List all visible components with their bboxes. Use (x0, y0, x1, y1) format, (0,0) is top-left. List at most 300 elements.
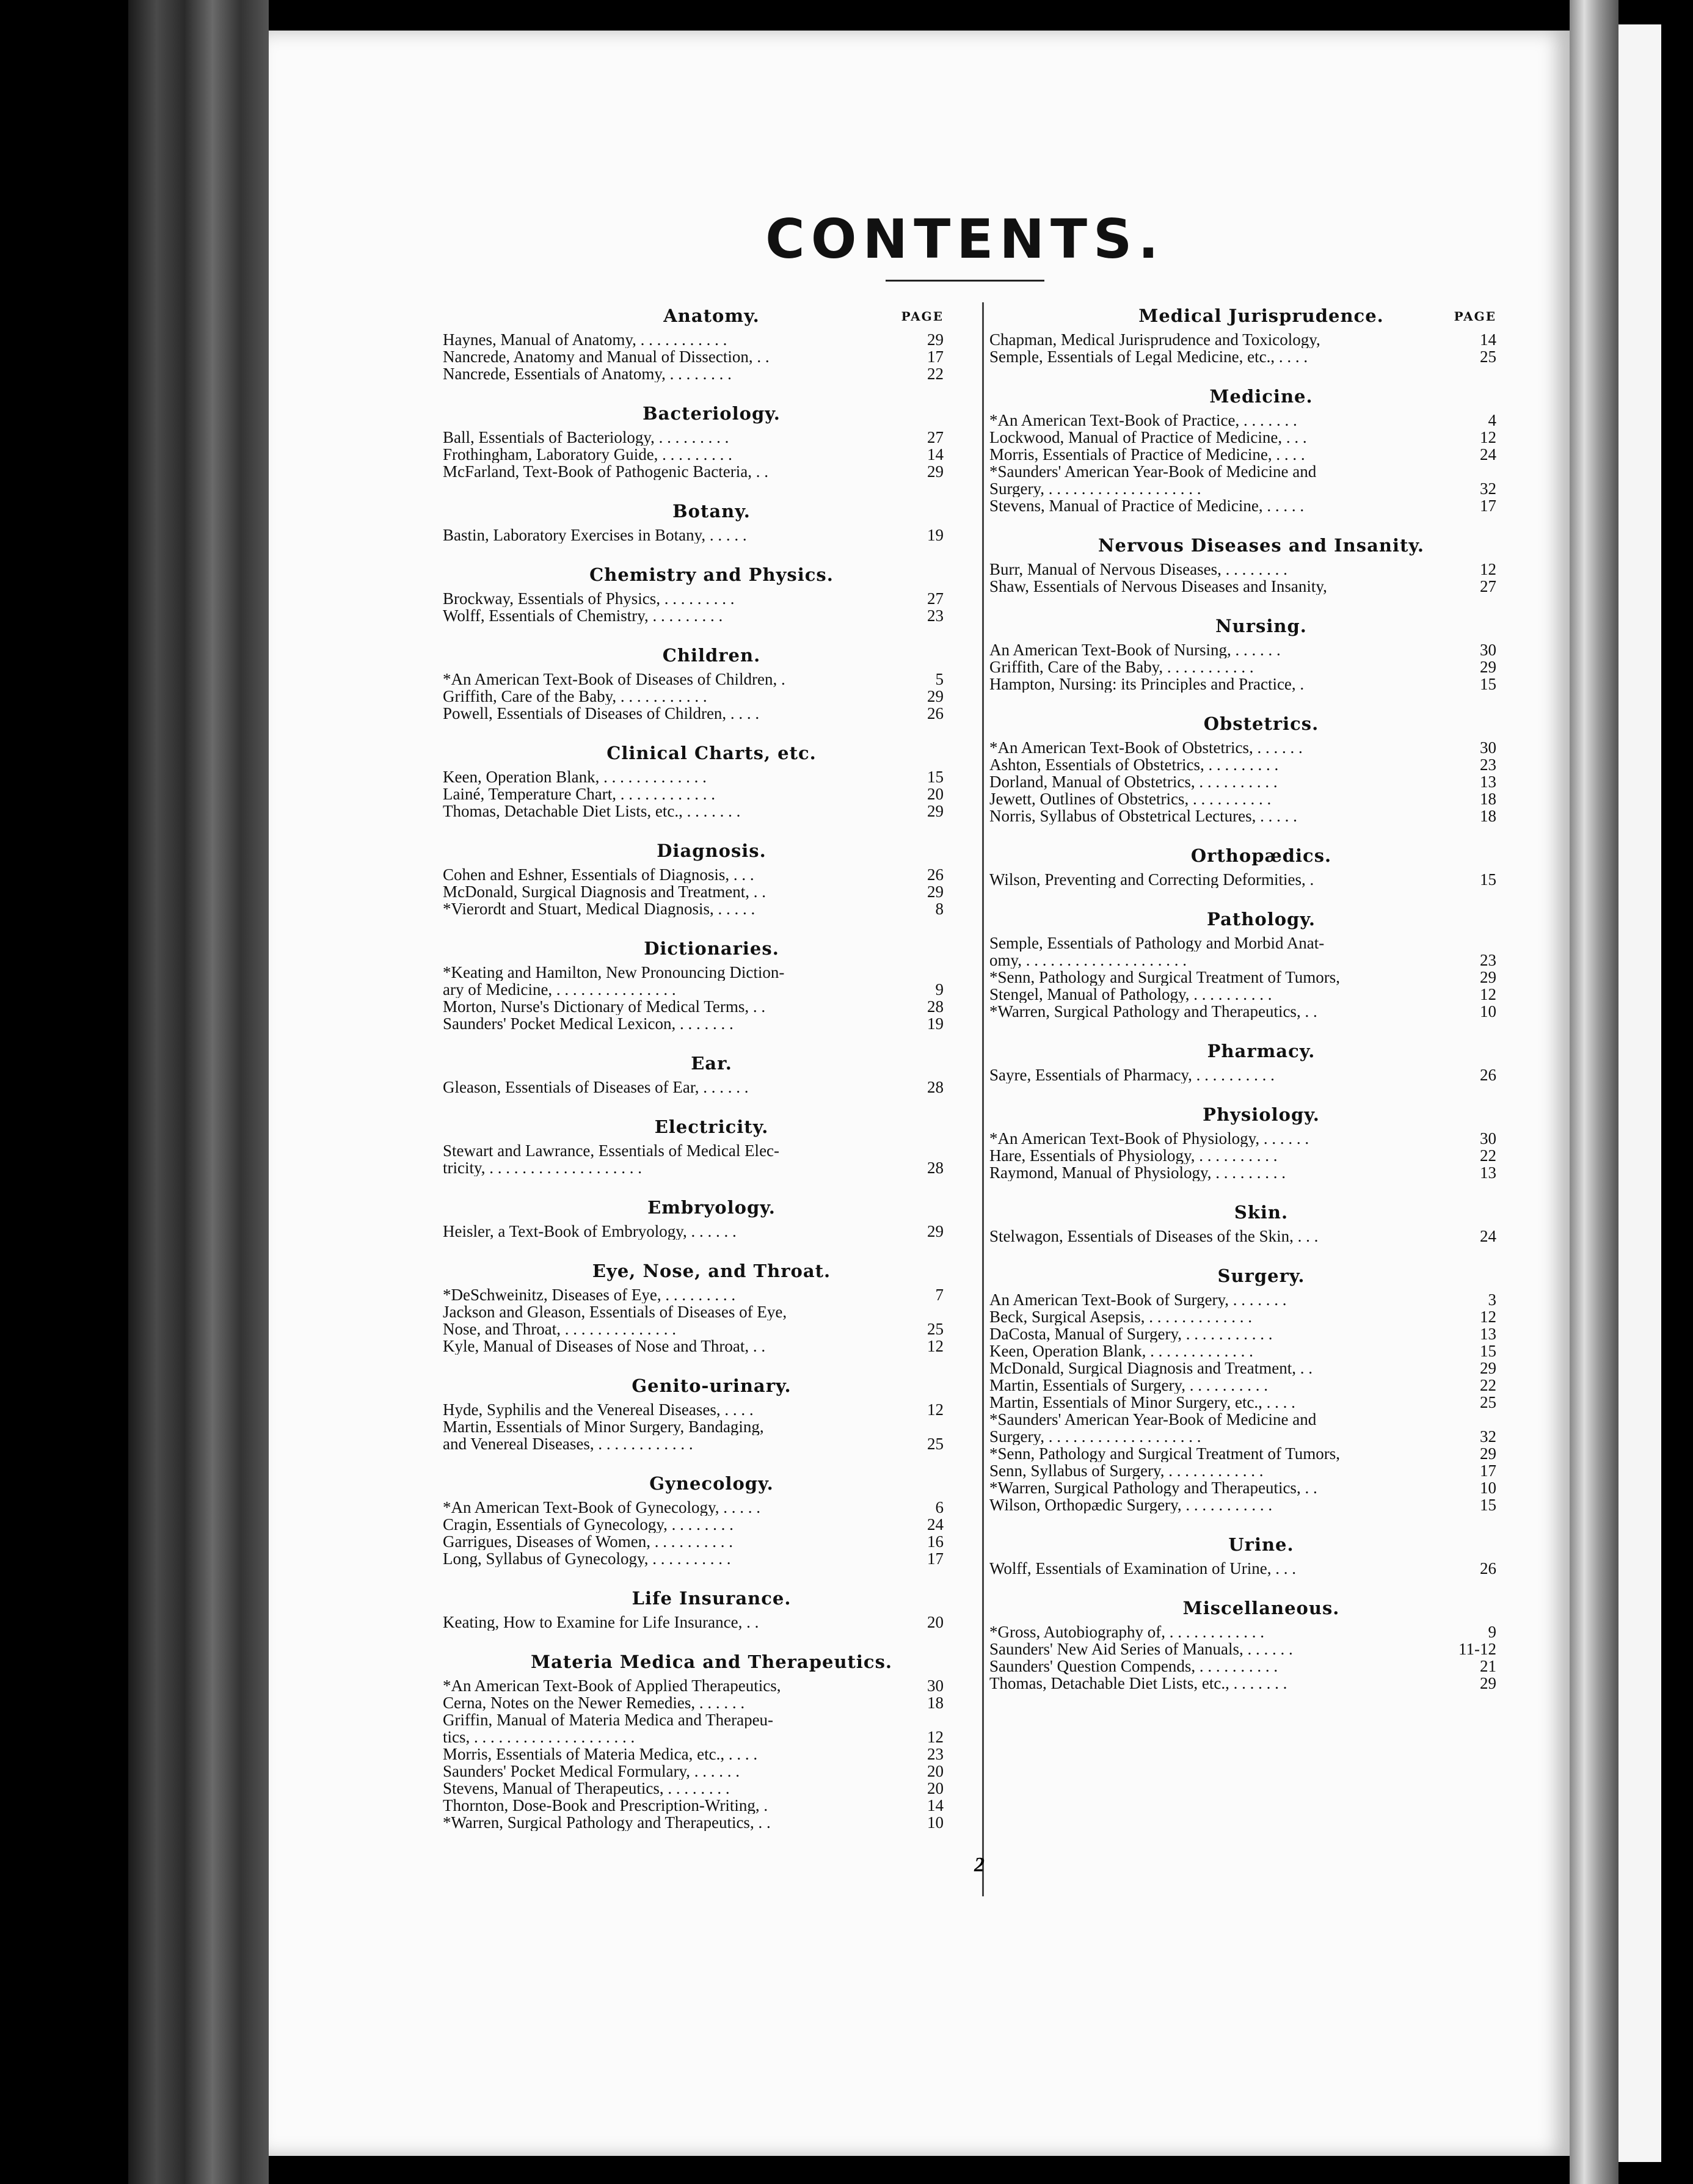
contents-entry (437, 1320, 950, 1338)
contents-section (983, 1104, 1502, 1202)
contents-entry (983, 463, 1502, 480)
entry-title: Heisler, a Text-Book of Embryology, . . . . . . (443, 1223, 737, 1240)
section-heading: Embryology. (647, 1197, 776, 1218)
contents-section (437, 840, 950, 938)
section-spacer (983, 1513, 1502, 1534)
contents-entry (437, 1516, 950, 1533)
entry-title: Saunders' Pocket Medical Formulary, . . . . . . (443, 1763, 740, 1780)
contents-entry (437, 348, 950, 365)
entry-page-number: 14 (1480, 330, 1496, 349)
section-spacer (437, 1032, 950, 1053)
entry-title: Wilson, Preventing and Correcting Deformities, . (989, 871, 1314, 888)
entry-title: Garrigues, Diseases of Women, . . . . . . . . . . (443, 1533, 733, 1550)
entry-title: Surgery, . . . . . . . . . . . . . . . . . . . (989, 1428, 1201, 1445)
entry-page-number: 20 (927, 1762, 944, 1780)
entry-title: Powell, Essentials of Diseases of Children, . . . . (443, 705, 760, 722)
entry-page-number: 23 (927, 1745, 944, 1763)
contents-section (983, 616, 1502, 713)
entry-title: Morton, Nurse's Dictionary of Medical Terms, . . (443, 998, 766, 1015)
contents-entry (437, 463, 950, 480)
entry-page-number: 10 (1480, 1002, 1496, 1021)
contents-entry (983, 756, 1502, 773)
entry-title: Shaw, Essentials of Nervous Diseases and Insanity, (989, 578, 1327, 595)
entry-title: Stengel, Manual of Pathology, . . . . . . . . . . (989, 986, 1272, 1003)
entry-page-number: 28 (927, 997, 944, 1016)
section-heading: Obstetrics. (1203, 713, 1319, 734)
contents-section (437, 1473, 950, 1588)
entry-page-number: 32 (1480, 1427, 1496, 1446)
section-spacer (437, 1452, 950, 1473)
contents-entry (437, 1142, 950, 1159)
entry-title: Norris, Syllabus of Obstetrical Lectures, . . . . . (989, 807, 1297, 824)
section-spacer (983, 1181, 1502, 1202)
section-spacer (983, 1577, 1502, 1598)
section-heading: Diagnosis. (657, 840, 766, 861)
contents-section (983, 1534, 1502, 1598)
contents-entry (983, 1291, 1502, 1308)
contents-entry (983, 658, 1502, 675)
entry-page-number: 25 (927, 1435, 944, 1453)
entry-page-number: 3 (1488, 1290, 1496, 1309)
entry-page-number: 26 (927, 865, 944, 884)
entry-page-number: 30 (1480, 738, 1496, 757)
entry-page-number: 29 (927, 330, 944, 349)
entry-title: *Keating and Hamilton, New Pronouncing Diction- (443, 964, 785, 981)
entry-title: Brockway, Essentials of Physics, . . . . . . . . . (443, 590, 735, 607)
entry-title: Haynes, Manual of Anatomy, . . . . . . . . . . . (443, 331, 727, 348)
entry-page-number: 17 (927, 1549, 944, 1568)
entry-page-number: 4 (1488, 411, 1496, 429)
entry-title: *Gross, Autobiography of, . . . . . . . . . . . . (989, 1623, 1264, 1640)
entry-page-number: 14 (927, 445, 944, 464)
entry-page-number: 28 (927, 1159, 944, 1177)
entry-title: Raymond, Manual of Physiology, . . . . . . . . . (989, 1164, 1286, 1181)
entry-page-number: 12 (1480, 1308, 1496, 1326)
entry-title: *An American Text-Book of Practice, . . . . . . . (989, 412, 1297, 429)
entry-title: Kyle, Manual of Diseases of Nose and Throat, . . (443, 1338, 766, 1355)
contents-section (983, 713, 1502, 845)
contents-entry (983, 739, 1502, 756)
entry-page-number: 9 (1488, 1623, 1496, 1641)
contents-entry (983, 1308, 1502, 1325)
entry-title: omy, . . . . . . . . . . . . . . . . . . . . (989, 952, 1187, 969)
entry-title: Jewett, Outlines of Obstetrics, . . . . . . . . . . (989, 790, 1272, 807)
entry-page-number: 16 (927, 1532, 944, 1551)
contents-entry (437, 1677, 950, 1694)
entry-title: Keating, How to Examine for Life Insurance, . . (443, 1614, 759, 1631)
entry-title: Nose, and Throat, . . . . . . . . . . . . . . (443, 1320, 676, 1338)
contents-section (437, 1116, 950, 1197)
contents-entry (437, 1401, 950, 1418)
entry-title: Frothingham, Laboratory Guide, . . . . . . . . . (443, 446, 732, 463)
entry-title: Semple, Essentials of Pathology and Morbid Anat- (989, 934, 1325, 952)
entry-page-number: 29 (1480, 658, 1496, 676)
entry-page-number: 20 (927, 785, 944, 803)
entry-page-number: 11-12 (1458, 1640, 1496, 1658)
entry-title: Stevens, Manual of Therapeutics, . . . . . . . . (443, 1780, 730, 1797)
entry-title: *Saunders' American Year-Book of Medicine and (989, 463, 1317, 480)
contents-entry (437, 785, 950, 803)
contents-entry (437, 1614, 950, 1631)
entry-title: Griffith, Care of the Baby, . . . . . . . . . . . (989, 658, 1254, 675)
section-spacer (437, 382, 950, 403)
contents-entry (983, 1675, 1502, 1692)
entry-page-number: 20 (927, 1779, 944, 1797)
contents-entry (437, 866, 950, 883)
entry-page-number: 19 (927, 1014, 944, 1033)
entry-page-number: 27 (927, 589, 944, 608)
entry-title: Dorland, Manual of Obstetrics, . . . . . . . . . . (989, 773, 1278, 790)
section-spacer (437, 480, 950, 501)
entry-title: Hyde, Syphilis and the Venereal Diseases, . . . . (443, 1401, 754, 1418)
section-heading: Bacteriology. (643, 403, 781, 424)
entry-page-number: 12 (1480, 985, 1496, 1003)
contents-entry (437, 1223, 950, 1240)
contents-section (983, 535, 1502, 616)
section-spacer (437, 1355, 950, 1375)
contents-entry (437, 900, 950, 917)
section-spacer (437, 820, 950, 840)
contents-entry (437, 1797, 950, 1814)
contents-entry (983, 675, 1502, 693)
entry-page-number: 26 (1480, 1559, 1496, 1578)
section-heading: Genito-urinary. (632, 1375, 792, 1396)
contents-entry (437, 705, 950, 722)
entry-title: Lockwood, Manual of Practice of Medicine, . . . (989, 429, 1307, 446)
entry-title: *Senn, Pathology and Surgical Treatment of Tumors, (989, 969, 1341, 986)
facing-page (1618, 24, 1661, 2162)
entry-title: *DeSchweinitz, Diseases of Eye, . . . . . . . . . (443, 1286, 736, 1303)
entry-page-number: 29 (927, 687, 944, 705)
entry-page-number: 12 (1480, 560, 1496, 578)
contents-section (983, 1202, 1502, 1265)
section-spacer (983, 514, 1502, 535)
section-heading: Gynecology. (649, 1473, 774, 1494)
contents-entry (983, 934, 1502, 952)
entry-page-number: 8 (935, 900, 944, 918)
entry-title: Beck, Surgical Asepsis, . . . . . . . . . . . . . (989, 1308, 1252, 1325)
entry-title: and Venereal Diseases, . . . . . . . . . . . . (443, 1435, 693, 1452)
right-column (983, 305, 1502, 1713)
entry-title: Semple, Essentials of Legal Medicine, etc., . . . . (989, 348, 1308, 365)
entry-page-number: 12 (927, 1337, 944, 1355)
page-column-label: PAGE (901, 309, 944, 324)
contents-entry (437, 998, 950, 1015)
entry-title: tricity, . . . . . . . . . . . . . . . . . . . (443, 1159, 642, 1176)
contents-section (983, 1265, 1502, 1534)
section-spacer (437, 624, 950, 645)
entry-page-number: 18 (1480, 807, 1496, 825)
entry-title: tics, . . . . . . . . . . . . . . . . . . . . (443, 1728, 635, 1745)
entry-page-number: 6 (935, 1498, 944, 1516)
section-heading: Life Insurance. (632, 1588, 792, 1609)
contents-entry (437, 1533, 950, 1550)
entry-title: McDonald, Surgical Diagnosis and Treatment, . . (443, 883, 766, 900)
contents-entry (437, 590, 950, 607)
contents-entry (437, 1763, 950, 1780)
section-heading: Materia Medica and Therapeutics. (530, 1651, 893, 1672)
entry-title: Griffith, Care of the Baby, . . . . . . . . . . . (443, 688, 707, 705)
section-spacer (983, 824, 1502, 845)
entry-title: *An American Text-Book of Physiology, . . . . . . (989, 1130, 1309, 1147)
left-column (437, 305, 950, 1852)
entry-title: DaCosta, Manual of Surgery, . . . . . . . . . . . (989, 1325, 1273, 1342)
section-heading: Ear. (691, 1053, 732, 1074)
contents-entry (437, 446, 950, 463)
entry-title: Saunders' New Aid Series of Manuals, . . . . . . (989, 1640, 1293, 1658)
contents-section (983, 305, 1502, 386)
contents-entry (983, 790, 1502, 807)
contents-entry (437, 1550, 950, 1567)
contents-entry (437, 429, 950, 446)
section-heading: Electricity. (654, 1116, 769, 1137)
entry-title: Wilson, Orthopædic Surgery, . . . . . . . . . . . (989, 1496, 1273, 1513)
section-heading: Orthopædics. (1190, 845, 1332, 866)
contents-entry (437, 1711, 950, 1728)
entry-title: Stelwagon, Essentials of Diseases of the Skin, . . . (989, 1228, 1319, 1245)
entry-title: Hare, Essentials of Physiology, . . . . . . . . . . (989, 1147, 1278, 1164)
entry-page-number: 30 (927, 1676, 944, 1695)
section-spacer (437, 1567, 950, 1588)
section-heading: Medical Jurisprudence. (1138, 305, 1384, 326)
entry-title: Keen, Operation Blank, . . . . . . . . . . . . . (443, 768, 707, 785)
contents-section (437, 501, 950, 564)
entry-page-number: 26 (927, 704, 944, 723)
section-heading: Eye, Nose, and Throat. (592, 1261, 831, 1281)
entry-title: An American Text-Book of Surgery, . . . . . . . (989, 1291, 1287, 1308)
entry-title: Stevens, Manual of Practice of Medicine, . . . . . (989, 497, 1305, 514)
contents-section (983, 909, 1502, 1041)
entry-page-number: 29 (1480, 1444, 1496, 1463)
entry-page-number: 32 (1480, 479, 1496, 498)
contents-entry (983, 1411, 1502, 1428)
entry-title: *Warren, Surgical Pathology and Therapeutics, . . (989, 1003, 1317, 1020)
contents-entry (983, 1394, 1502, 1411)
contents-section (983, 845, 1502, 909)
entry-page-number: 24 (927, 1515, 944, 1534)
entry-title: *Senn, Pathology and Surgical Treatment of Tumors, (989, 1445, 1341, 1462)
contents-entry (983, 1377, 1502, 1394)
contents-section (437, 1651, 950, 1852)
entry-page-number: 25 (1480, 348, 1496, 366)
entry-page-number: 13 (1480, 773, 1496, 791)
entry-title: *Warren, Surgical Pathology and Therapeutics, . . (443, 1814, 771, 1831)
section-heading: Nursing. (1215, 616, 1307, 636)
contents-entry (437, 331, 950, 348)
contents-entry (437, 964, 950, 981)
entry-title: Cohen and Eshner, Essentials of Diagnosis, . . . (443, 866, 754, 883)
contents-entry (437, 671, 950, 688)
entry-title: Long, Syllabus of Gynecology, . . . . . . . . . . (443, 1550, 731, 1567)
entry-title: Thornton, Dose-Book and Prescription-Writing, . (443, 1797, 768, 1814)
section-heading: Anatomy. (663, 305, 760, 326)
entry-title: *Warren, Surgical Pathology and Therapeutics, . . (989, 1479, 1317, 1496)
entry-page-number: 9 (935, 980, 944, 999)
entry-page-number: 29 (927, 802, 944, 820)
entry-title: *An American Text-Book of Applied Therapeutics, (443, 1677, 781, 1694)
entry-page-number: 21 (1480, 1657, 1496, 1675)
entry-page-number: 10 (1480, 1479, 1496, 1497)
contents-entry (437, 607, 950, 624)
contents-section (437, 1261, 950, 1375)
page-title: CONTENTS. (765, 208, 1165, 271)
entry-page-number: 29 (927, 462, 944, 481)
contents-entry (983, 1130, 1502, 1147)
contents-entry (983, 952, 1502, 969)
entry-title: Burr, Manual of Nervous Diseases, . . . . . . . . (989, 561, 1287, 578)
contents-section (437, 403, 950, 501)
contents-entry (437, 1338, 950, 1355)
entry-page-number: 14 (927, 1796, 944, 1815)
entry-title: Wolff, Essentials of Examination of Urine, . . . (989, 1560, 1296, 1577)
entry-title: *Vierordt and Stuart, Medical Diagnosis, . . . . . (443, 900, 755, 917)
contents-entry (437, 365, 950, 382)
entry-page-number: 29 (927, 1222, 944, 1240)
entry-page-number: 15 (927, 768, 944, 786)
entry-title: Saunders' Pocket Medical Lexicon, . . . . . . . (443, 1015, 734, 1032)
contents-entry (437, 981, 950, 998)
section-spacer (437, 544, 950, 564)
entry-title: Ashton, Essentials of Obstetrics, . . . . . . . . . (989, 756, 1279, 773)
entry-title: An American Text-Book of Nursing, . . . . . . (989, 641, 1281, 658)
entry-title: Thomas, Detachable Diet Lists, etc., . . . . . . . (989, 1675, 1287, 1692)
contents-entry (983, 1342, 1502, 1360)
section-heading: Urine. (1228, 1534, 1294, 1555)
entry-title: Hampton, Nursing: its Principles and Practice, . (989, 675, 1305, 693)
entry-title: Thomas, Detachable Diet Lists, etc., . . . . . . . (443, 803, 741, 820)
entry-page-number: 25 (1480, 1393, 1496, 1411)
contents-section (437, 743, 950, 840)
contents-entry (983, 348, 1502, 365)
entry-title: Morris, Essentials of Practice of Medicine, . . . . (989, 446, 1305, 463)
entry-page-number: 18 (1480, 790, 1496, 808)
contents-entry (983, 1428, 1502, 1445)
entry-page-number: 15 (1480, 675, 1496, 693)
entry-title: Stewart and Lawrance, Essentials of Medical Elec- (443, 1142, 780, 1159)
entry-page-number: 12 (927, 1400, 944, 1419)
contents-entry (983, 497, 1502, 514)
entry-title: Nancrede, Anatomy and Manual of Dissection, . . (443, 348, 770, 365)
contents-entry (983, 1147, 1502, 1164)
entry-title: Gleason, Essentials of Diseases of Ear, . . . . . . (443, 1079, 749, 1096)
section-heading: Pathology. (1207, 909, 1316, 930)
contents-entry (983, 807, 1502, 824)
contents-section (437, 1053, 950, 1116)
section-heading: Nervous Diseases and Insanity. (1098, 535, 1424, 556)
contents-entry (437, 1694, 950, 1711)
contents-entry (983, 871, 1502, 888)
section-spacer (437, 1096, 950, 1116)
contents-entry (437, 688, 950, 705)
section-spacer (983, 1245, 1502, 1265)
contents-entry (437, 1499, 950, 1516)
entry-page-number: 5 (935, 670, 944, 688)
entry-title: Surgery, . . . . . . . . . . . . . . . . . . . (989, 480, 1201, 497)
contents-entry (437, 1159, 950, 1176)
contents-entry (437, 1286, 950, 1303)
contents-section (983, 1041, 1502, 1104)
contents-entry (437, 1015, 950, 1032)
section-spacer (437, 722, 950, 743)
entry-title: *An American Text-Book of Diseases of Children, . (443, 671, 785, 688)
contents-entry (983, 1479, 1502, 1496)
contents-entry (983, 412, 1502, 429)
entry-page-number: 26 (1480, 1066, 1496, 1084)
title-rule (886, 280, 1044, 282)
entry-title: Morris, Essentials of Materia Medica, etc., . . . . (443, 1745, 758, 1763)
contents-entry (983, 1658, 1502, 1675)
contents-entry (437, 1728, 950, 1745)
section-heading: Medicine. (1209, 386, 1313, 407)
contents-entry (983, 561, 1502, 578)
section-spacer (983, 365, 1502, 386)
contents-section (437, 645, 950, 743)
entry-title: McDonald, Surgical Diagnosis and Treatment, . . (989, 1360, 1313, 1377)
entry-page-number: 22 (1480, 1146, 1496, 1165)
section-heading: Dictionaries. (644, 938, 779, 959)
entry-title: *An American Text-Book of Obstetrics, . . . . . . (989, 739, 1303, 756)
page-column-label: PAGE (1454, 309, 1496, 324)
section-spacer (983, 888, 1502, 909)
entry-page-number: 29 (1480, 1359, 1496, 1377)
entry-title: Jackson and Gleason, Essentials of Diseases of Eye, (443, 1303, 787, 1320)
section-spacer (437, 1631, 950, 1651)
contents-entry (437, 1780, 950, 1797)
contents-section (437, 564, 950, 645)
entry-page-number: 30 (1480, 641, 1496, 659)
contents-entry (983, 1228, 1502, 1245)
entry-page-number: 29 (1480, 968, 1496, 986)
entry-title: Martin, Essentials of Minor Surgery, etc., . . . . (989, 1394, 1295, 1411)
section-spacer (983, 1020, 1502, 1041)
contents-entry (437, 803, 950, 820)
contents-entry (983, 331, 1502, 348)
entry-page-number: 10 (927, 1813, 944, 1832)
section-heading: Physiology. (1203, 1104, 1320, 1125)
contents-entry (983, 429, 1502, 446)
entry-page-number: 12 (927, 1728, 944, 1746)
entry-title: Griffin, Manual of Materia Medica and Therapeu- (443, 1711, 774, 1728)
entry-page-number: 12 (1480, 428, 1496, 446)
contents-section (437, 1588, 950, 1651)
entry-page-number: 29 (927, 883, 944, 901)
entry-page-number: 15 (1480, 1496, 1496, 1514)
entry-page-number: 24 (1480, 1227, 1496, 1245)
entry-page-number: 23 (927, 606, 944, 625)
contents-entry (983, 1496, 1502, 1513)
section-spacer (983, 595, 1502, 616)
contents-entry (983, 1325, 1502, 1342)
contents-entry (983, 1560, 1502, 1577)
contents-entry (437, 1745, 950, 1763)
contents-entry (437, 1303, 950, 1320)
contents-entry (983, 1462, 1502, 1479)
contents-entry (983, 1623, 1502, 1640)
contents-entry (983, 446, 1502, 463)
section-heading: Botany. (672, 501, 751, 522)
entry-page-number: 15 (1480, 1342, 1496, 1360)
section-spacer (983, 693, 1502, 713)
entry-page-number: 30 (1480, 1129, 1496, 1148)
entry-title: McFarland, Text-Book of Pathogenic Bacteria, . . (443, 463, 768, 480)
entry-page-number: 25 (927, 1320, 944, 1338)
contents-entry (437, 526, 950, 544)
entry-page-number: 24 (1480, 445, 1496, 464)
section-spacer (437, 917, 950, 938)
contents-entry (983, 578, 1502, 595)
entry-page-number: 23 (1480, 951, 1496, 969)
entry-title: Ball, Essentials of Bacteriology, . . . . . . . . . (443, 429, 729, 446)
